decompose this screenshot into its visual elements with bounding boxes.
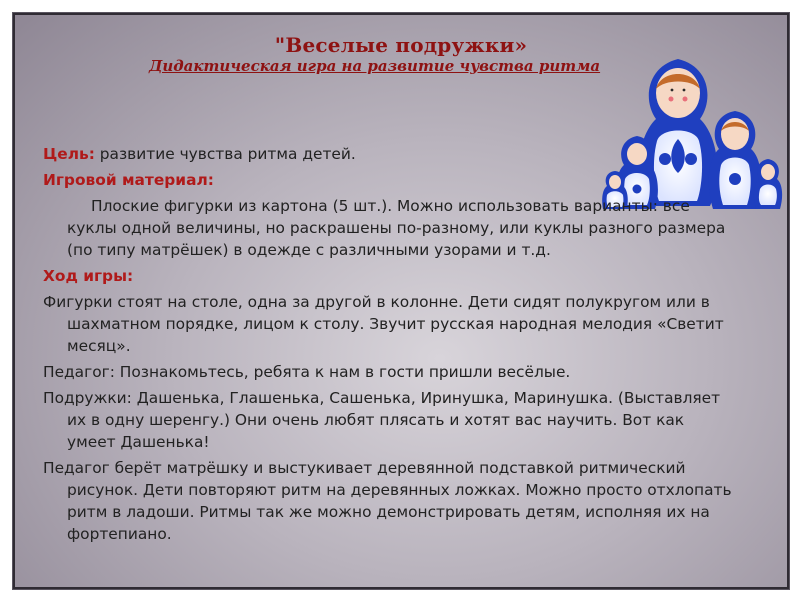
material-text: Плоские фигурки из картона (5 шт.). Можно использовать варианты: все куклы одной величины, но раскрашены по-разному, или куклы разного размера (по типу матрёшек) в одежде с различными узорами и т.д.: [67, 197, 726, 259]
course-label: Ход игры:: [43, 267, 134, 285]
slide-subtitle: Дидактическая игра на развитие чувства ритма: [149, 57, 601, 75]
slide-title: "Веселые подружки»: [274, 33, 528, 57]
goal-text: развитие чувства ритма детей.: [94, 145, 356, 163]
material-label: Игровой материал:: [43, 171, 214, 189]
course-paragraph-3: Подружки: Дашенька, Глашенька, Сашенька, Иринушка, Маринушка. (Выставляет их в одну шеренгу.) Они очень любят плясать и хотят вас научить. Вот как умеет Дашенька!: [43, 389, 721, 451]
goal-label: Цель:: [43, 145, 95, 163]
course-paragraph-2: Педагог: Познакомьтесь, ребята к нам в гости пришли весёлые.: [43, 363, 571, 381]
slide-body: [43, 143, 733, 549]
presentation-slide: [12, 12, 790, 590]
course-paragraph-1: Фигурки стоят на столе, одна за другой в колонне. Дети сидят полукругом или в шахматном порядке, лицом к столу. Звучит русская народная мелодия «Светит месяц».: [43, 293, 724, 355]
goal-line: [43, 143, 733, 165]
course-paragraph-4: Педагог берёт матрёшку и выстукивает деревянной подставкой ритмический рисунок. Дети повторяют ритм на деревянных ложках. Можно просто отхлопать ритм в ладоши. Ритмы так же можно демонстрировать детям, исполняя их на фортепиано.: [43, 459, 732, 543]
